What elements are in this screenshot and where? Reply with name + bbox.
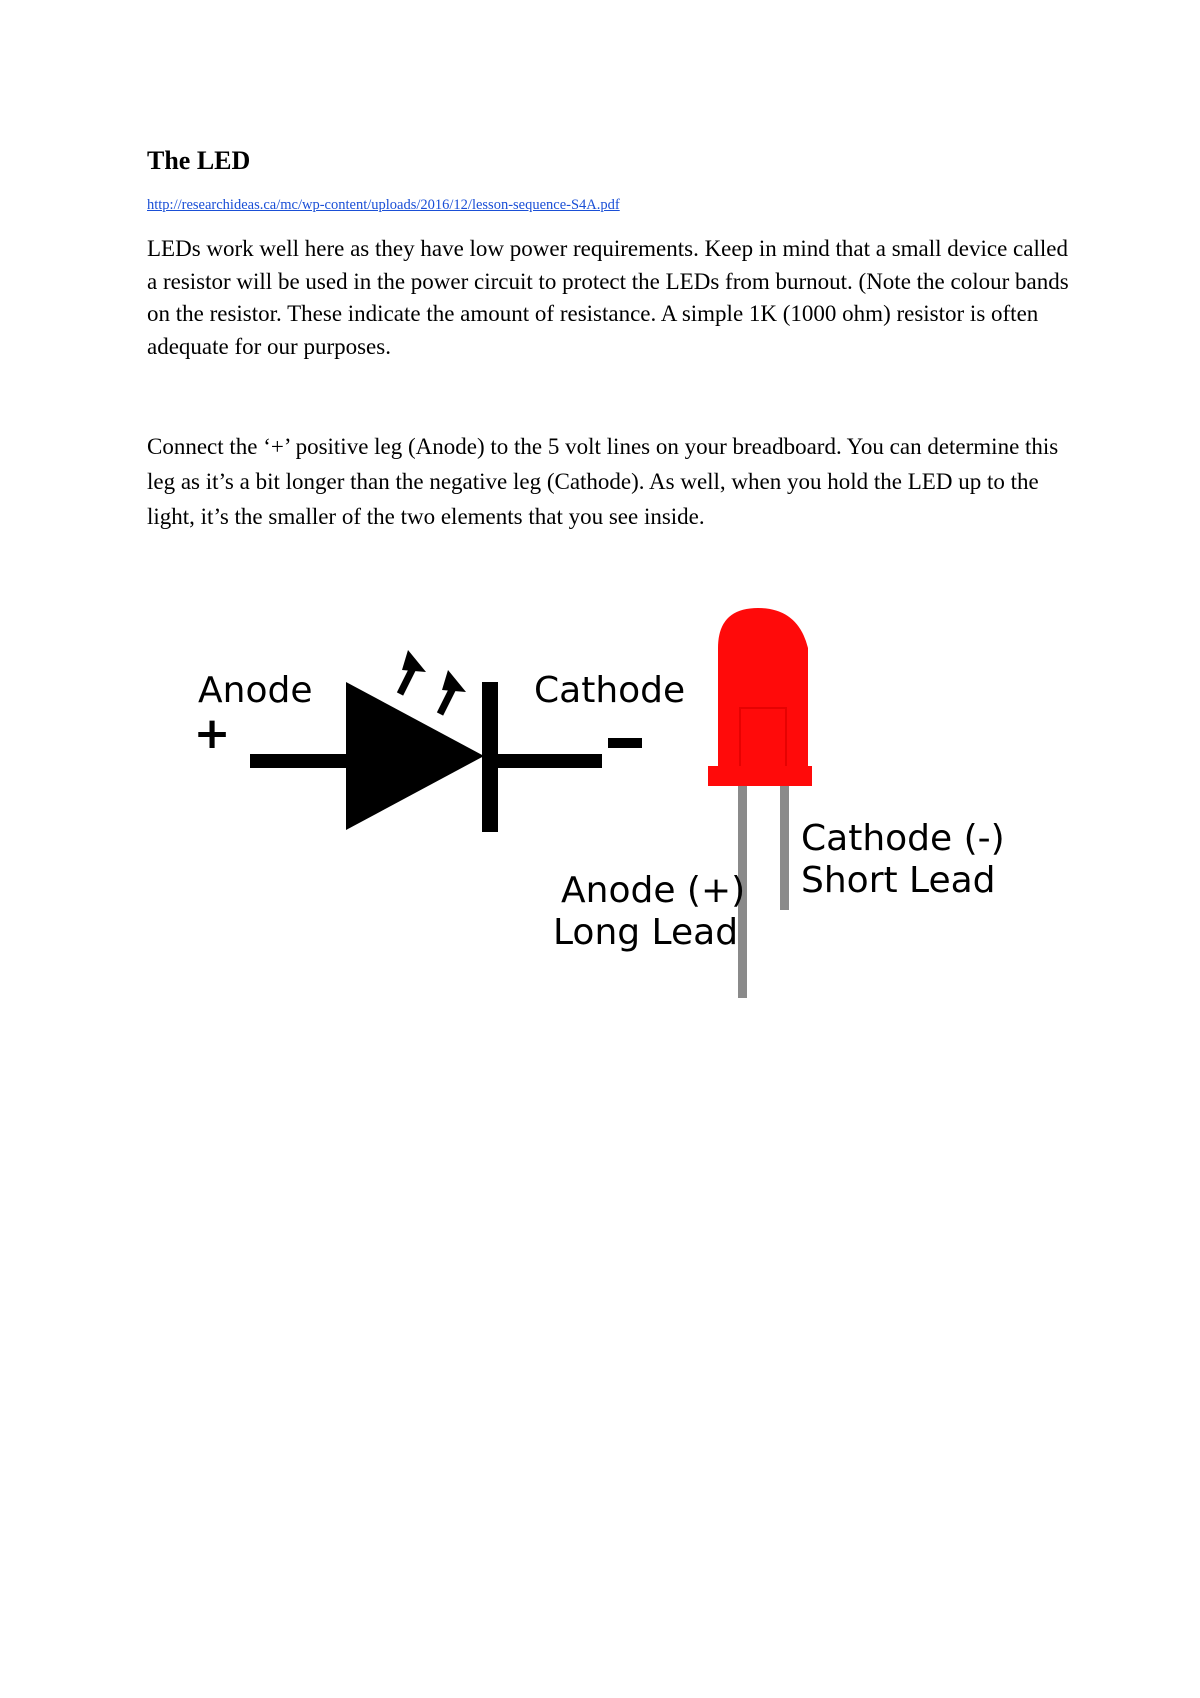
led-diagram xyxy=(0,590,1200,1010)
cathode-bar xyxy=(482,682,498,832)
light-arrow-icon xyxy=(440,670,466,714)
cathode-lead xyxy=(780,786,789,910)
light-arrow-icon xyxy=(400,650,426,694)
cathode-lead-label: Cathode (-) xyxy=(801,818,1005,859)
page-title: The LED xyxy=(147,146,251,175)
long-lead-label: Long Lead xyxy=(553,912,739,953)
led-figure xyxy=(0,590,1200,1010)
diode-symbol xyxy=(194,650,686,832)
anode-label: Anode xyxy=(198,670,313,711)
short-lead-label: Short Lead xyxy=(801,860,996,901)
anode-lead-label: Anode (+) xyxy=(561,870,746,911)
cathode-wire xyxy=(496,754,602,768)
cathode-label: Cathode xyxy=(534,670,686,711)
anode-wire xyxy=(250,754,350,768)
led-illustration xyxy=(553,608,1005,998)
led-rim xyxy=(708,766,812,786)
source-link[interactable]: http://researchideas.ca/mc/wp-content/uploads/2016/12/lesson-sequence-S4A.pdf xyxy=(147,197,620,213)
paragraph-connect-anode: Connect the ‘+’ positive leg (Anode) to the 5 volt lines on your breadboard. You can determine this leg as it’s a bit longer than the negative leg (Cathode). As well, when you hold the LED up to the light, it’s the smaller of the two elements that you see inside. xyxy=(147,434,1059,529)
diode-triangle xyxy=(346,682,484,830)
plus-sign: + xyxy=(193,708,231,759)
minus-sign xyxy=(608,738,642,748)
led-dome xyxy=(718,608,808,780)
paragraph-led-intro: LEDs work well here as they have low power requirements. Keep in mind that a small device called a resistor will be used in the power circuit to protect the LEDs from burnout. (Note the colour bands on the resistor. These indicate the amount of resistance. A simple 1K (1000 ohm) resistor is often adequate for our purposes. xyxy=(147,236,1069,359)
